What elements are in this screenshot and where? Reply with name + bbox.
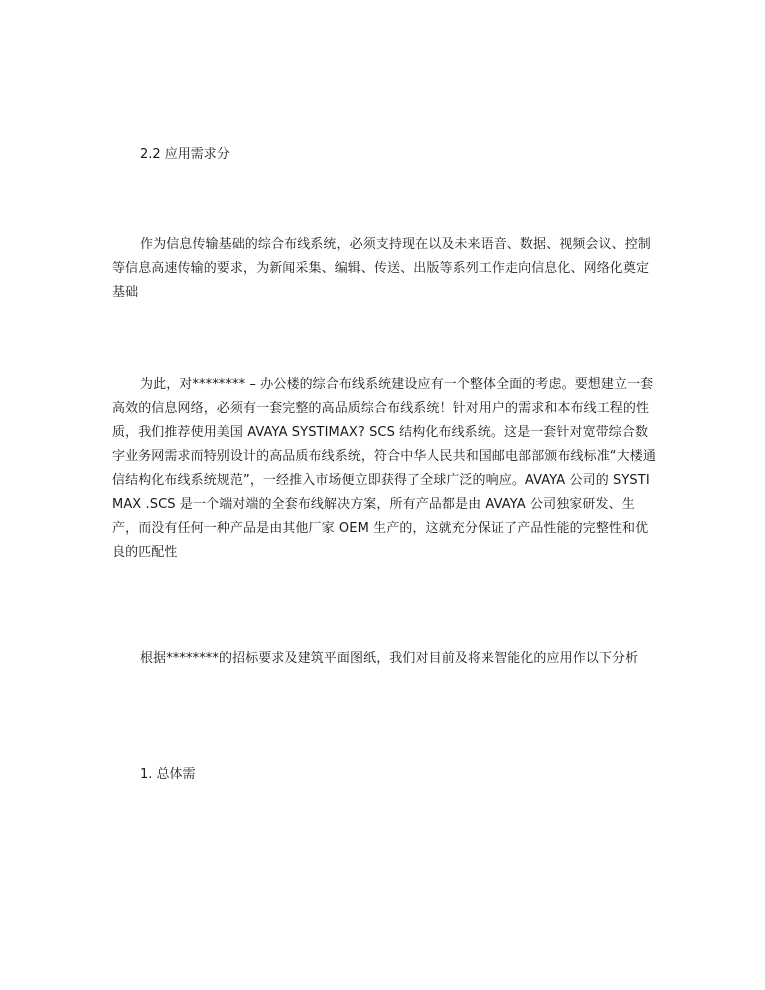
section-heading: 2.2 应用需求分 xyxy=(140,147,230,162)
paragraph-systimax: 为此，对******** – 办公楼的综合布线系统建设应有一个整体全面的考虑。要想建立一套高效的信息网络，必须有一套完整的高品质综合布线系统！针对用户的需求和本布线工程的性质，我们推荐使用美国 AVAYA SYSTIMAX? SCS 结构化布线系统。这是一套针对宽带综合数字业务网需求而特别设计的高品质布线系统，符合中华人民共和国邮电部部颁布线标准“大楼通信结构化布线系统规范”，一经推入市场便立即获得了全球广泛的响应。AVAYA 公司的 SYSTIMAX .SCS 是一个端对端的全套布线解决方案，所有产品都是由 AVAYA 公司独家研发、生产，而没有任何一种产品是由其他厂家 OEM 生产的，这就充分保证了产品性能的完整性和优良的匹配性 xyxy=(112,377,656,560)
subheading-overall-requirements: 1. 总体需 xyxy=(140,767,196,782)
paragraph-analysis: 根据********的招标要求及建筑平面图纸，我们对目前及将来智能化的应用作以下分析 xyxy=(140,651,639,666)
paragraph-infrastructure: 作为信息传输基础的综合布线系统，必须支持现在以及未来语音、数据、视频会议、控制等信息高速传输的要求，为新闻采集、编辑、传送、出版等系列工作走向信息化、网络化奠定基础 xyxy=(112,237,651,300)
